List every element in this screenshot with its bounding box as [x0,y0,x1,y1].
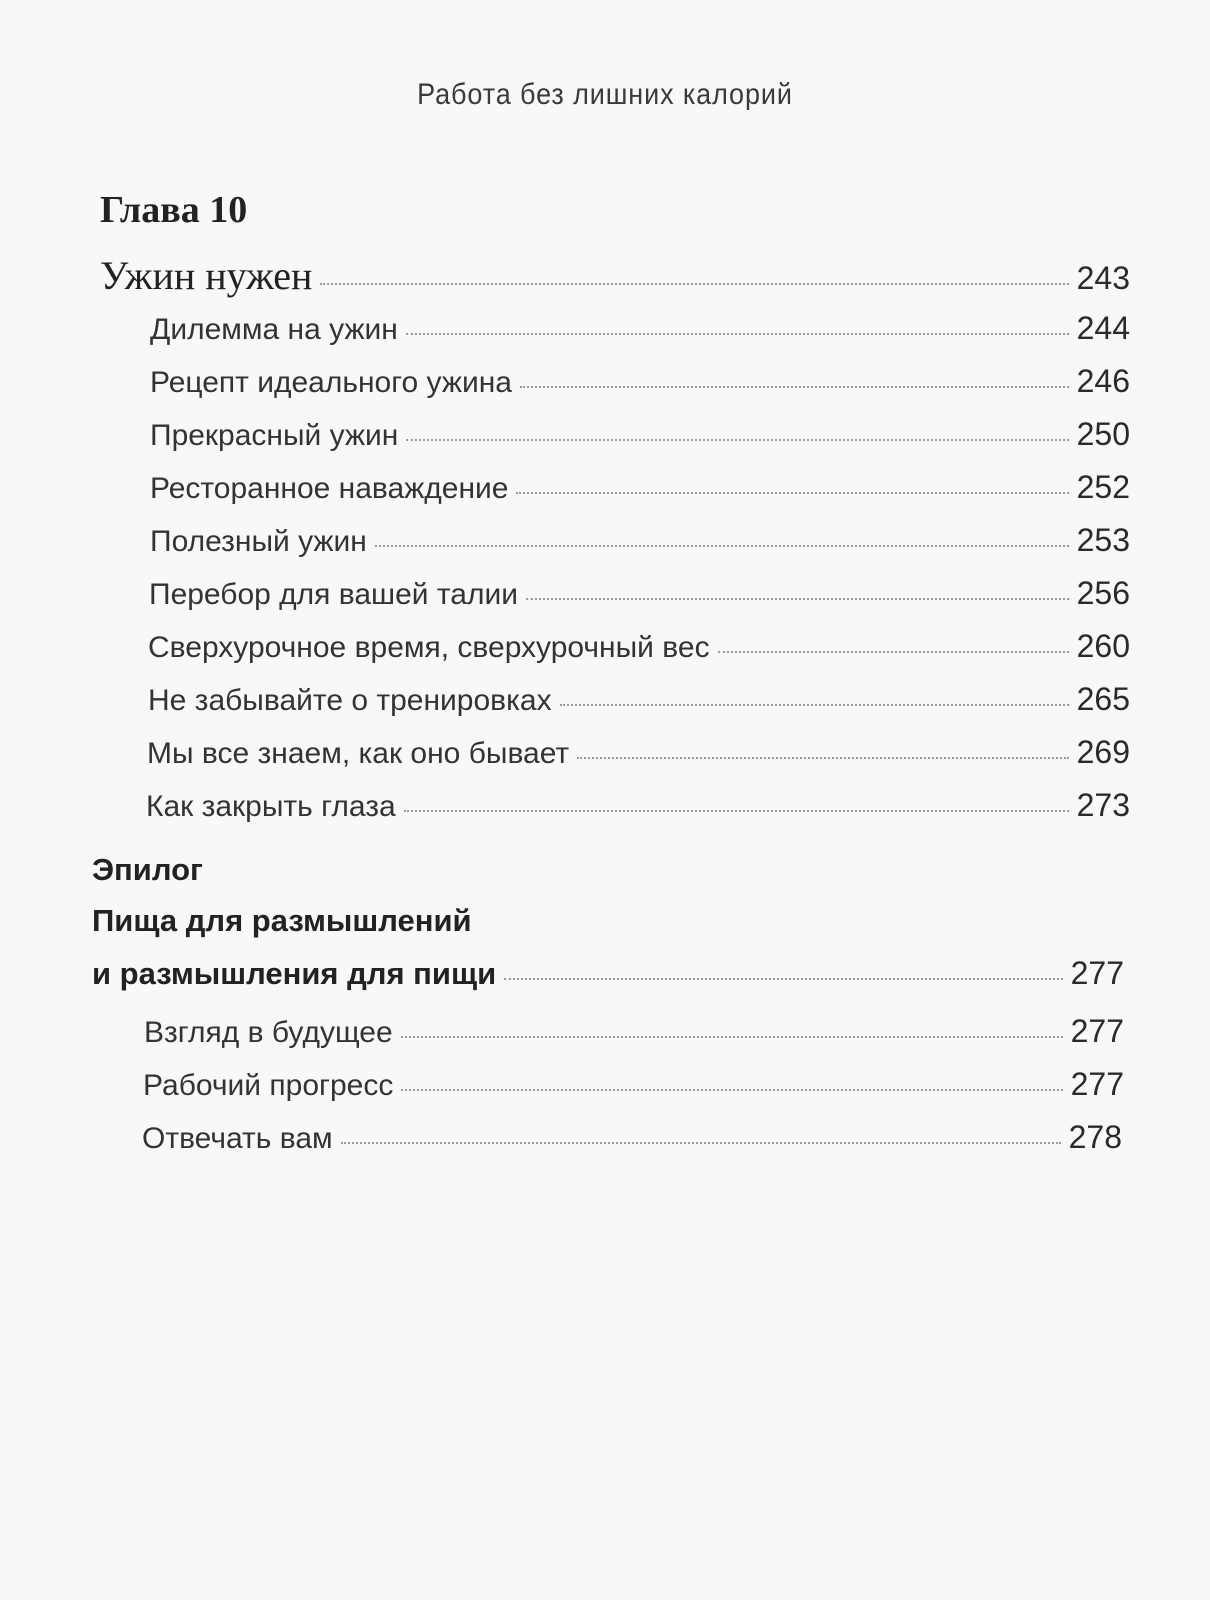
toc-epilog-entry [92,955,1124,992]
dot-leader [516,492,1068,494]
dot-leader [526,598,1069,600]
dot-leader [560,704,1069,706]
page-number: 256 [1076,575,1130,611]
dot-leader [577,757,1068,759]
chapter-title: Ужин нужен [100,253,313,298]
epilog-title-line1: Пища для размышлений [92,903,472,938]
section-title: Дилемма на ужин [150,313,398,346]
page-number: 265 [1076,681,1130,717]
toc-section-entry [149,575,1130,612]
dot-leader [375,545,1069,547]
epilog-title-line2: и размышления для пищи [92,956,497,991]
page-number: 246 [1076,363,1130,399]
page-number: 269 [1076,734,1130,770]
section-title: Взгляд в будущее [144,1016,393,1049]
toc-chapter-entry [100,252,1130,299]
section-title: Прекрасный ужин [150,419,399,452]
running-head: Работа без лишних калорий [417,78,793,111]
section-title: Не забывайте о тренировках [148,684,552,717]
toc-section-entry [148,681,1130,718]
dot-leader [504,978,1062,980]
section-title: Рабочий прогресс [143,1069,394,1102]
dot-leader [718,651,1069,653]
toc-section-entry [150,416,1130,453]
section-title: Сверхурочное время, сверхурочный вес [148,631,710,664]
section-title: Полезный ужин [150,525,367,558]
section-title: Отвечать вам [142,1122,333,1155]
section-title: Рецепт идеального ужина [150,366,512,399]
dot-leader [406,439,1068,441]
toc-section-entry [146,787,1130,824]
page-number: 277 [1070,1013,1124,1049]
dot-leader [401,1036,1063,1038]
page-number: 278 [1068,1119,1122,1155]
section-title: Мы все знаем, как оно бывает [147,737,570,770]
dot-leader [320,283,1068,285]
dot-leader [404,810,1069,812]
toc-section-entry [150,310,1130,347]
toc-section-entry [150,522,1130,559]
dot-leader [341,1142,1061,1144]
section-title: Ресторанное наваждение [150,472,509,505]
page-number: 260 [1076,628,1130,664]
dot-leader [520,386,1069,388]
toc-section-entry [144,1013,1124,1050]
chapter-label: Глава 10 [100,189,248,231]
page-number: 243 [1076,260,1130,296]
dot-leader [401,1089,1062,1091]
toc-section-entry [142,1119,1122,1156]
page-number: 277 [1070,955,1124,991]
epilog-label: Эпилог [92,852,203,887]
section-title: Как закрыть глаза [146,790,396,823]
page-number: 252 [1076,469,1130,505]
toc-section-entry [148,628,1130,665]
dot-leader [406,333,1069,335]
section-title: Перебор для вашей талии [149,578,518,611]
page-number: 277 [1070,1066,1124,1102]
toc-section-entry [147,734,1130,771]
page-number: 273 [1076,787,1130,823]
toc-section-entry [150,469,1130,506]
page-number: 253 [1076,522,1130,558]
toc-section-entry [143,1066,1124,1103]
toc-section-entry [150,363,1130,400]
page-number: 250 [1076,416,1130,452]
page-number: 244 [1076,310,1130,346]
